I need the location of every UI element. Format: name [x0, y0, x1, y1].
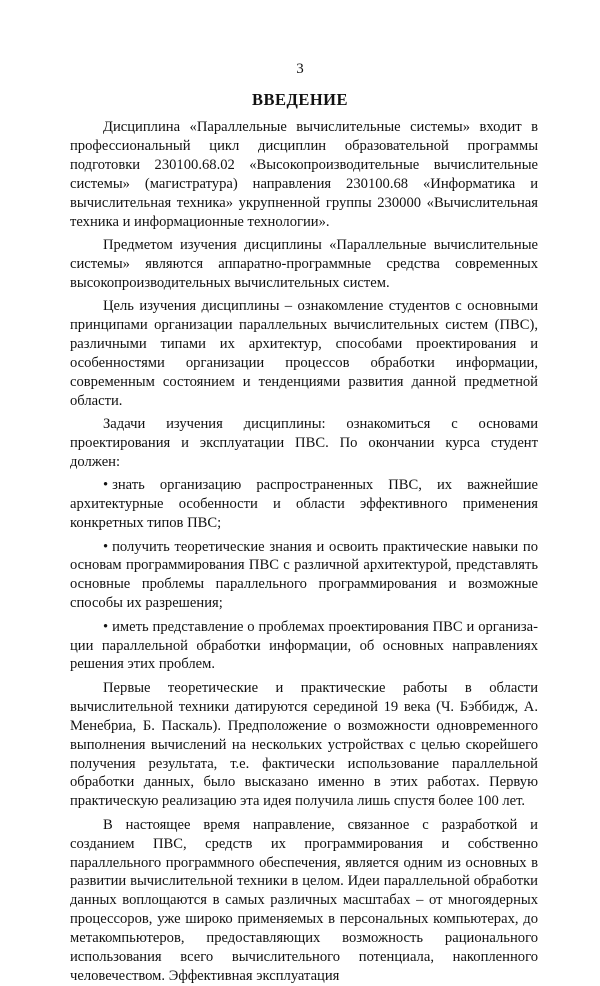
paragraph-discipline-intro: Дисциплина «Параллельные вычислительные системы» входит в профессиональный цикл дисциплин образовательной программы подготовки 230100.68.02 «Высокопроизводительные вычислительные системы» (магистратура) направления 230100.68 «Информатика и вычислительная техника» укрупненной группы 230000 «Вычислительная техника и информационные технологии». [70, 119, 538, 230]
bullet-item [70, 618, 538, 675]
page-number: 3 [296, 61, 304, 77]
paragraph-tasks: Задачи изучения дисциплины: ознакомиться с основами проектирования и эксплуатации ПВС. По окончании курса студент должен: [70, 416, 538, 470]
bullet-item [70, 476, 538, 533]
bullet-icon: • [103, 618, 109, 635]
paragraph-goal: Цель изучения дисциплины – ознакомление студентов с основными принципами организации параллельных вычислительных систем (ПВС), различными типами их архитектур, способами проектирования и особенностями организации процессов обработки информации, современным состоянием и тенденциями развития данной предметной области. [70, 298, 538, 409]
bullet-text: знать организацию распространенных ПВС, их важнейшие архитектурные особенности и области эффективного применения конкретных типов ПВС; [70, 477, 538, 532]
body-text [70, 118, 538, 986]
paragraph-current-state: В настоящее время направление, связанное с разработкой и созданием ПВС, средств их программирования и собственно параллельного программного обеспечения, является одним из основных в развитии вычислительной техники в целом. Идеи параллельной обработки данных воплощаются в самых различных масштабах – от многоядерных процессоров, уже широко применяемых в персональных компьютерах, до метакомпьютеров, предоставляющих возможность рационального использования всего вычислительного потенциала, накопленного человечеством. Эффективная эксплуатация [70, 816, 538, 984]
paragraph-subject: Предметом изучения дисциплины «Параллельные вычислительные системы» являются аппаратно-программные средства современных высокопроизводительных вычислительных систем. [70, 236, 538, 291]
paragraph-history: Первые теоретические и практические работы в области вычислительной техники датируются серединой 19 века (Ч. Бэббидж, А. Менебриа, Б. Паскаль). Предположение о возможности одновременного выполнения вычислений на нескольких устройствах с целью скорейшего получения результата, т.е. фактически использование параллельной обработки данных, было высказано именно в этих работах. Первую практическую реализацию эта идея получила лишь спустя более 100 лет. [70, 679, 538, 810]
bullet-icon: • [103, 477, 109, 494]
page-title: ВВЕДЕНИЕ [251, 90, 349, 109]
bullet-item [70, 538, 538, 614]
bullet-text: иметь представление о проблемах проектирования ПВС и организации параллельной обработки информации, об основных направлениях решения этих проблем. [70, 618, 538, 673]
bullet-icon: • [103, 538, 109, 555]
bullet-text: получить теоретические знания и освоить практические навыки по основам программирования ПВС с различной архитектурой, представлять основные проблемы параллельного программирования и возможные способы их разрешения; [70, 538, 538, 612]
